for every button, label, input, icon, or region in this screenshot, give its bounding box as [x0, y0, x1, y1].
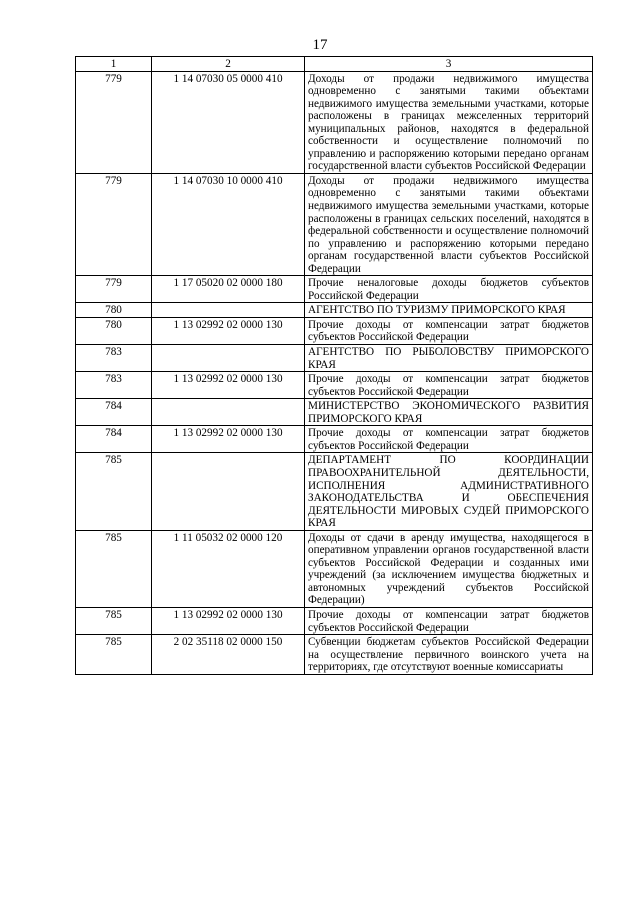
revenue-code-cell: 2 02 35118 02 0000 150 [152, 635, 305, 675]
revenue-name-cell: Прочие доходы от компенсации затрат бюджетов субъектов Российской Федерации [305, 317, 593, 344]
table-row [76, 399, 593, 426]
table-row [76, 71, 593, 173]
table-row [76, 372, 593, 399]
table-row [76, 345, 593, 372]
revenue-codes-table [75, 56, 593, 675]
revenue-code-cell: 1 11 05032 02 0000 120 [152, 530, 305, 607]
revenue-name-cell: Прочие доходы от компенсации затрат бюджетов субъектов Российской Федерации [305, 372, 593, 399]
admin-code-cell: 783 [76, 372, 152, 399]
agency-name-cell: АГЕНТСТВО ПО ТУРИЗМУ ПРИМОРСКОГО КРАЯ [305, 303, 593, 318]
table-row [76, 317, 593, 344]
agency-name-cell: МИНИСТЕРСТВО ЭКОНОМИЧЕСКОГО РАЗВИТИЯ ПРИМОРСКОГО КРАЯ [305, 399, 593, 426]
revenue-code-cell [152, 303, 305, 318]
admin-code-cell: 785 [76, 607, 152, 634]
revenue-code-cell [152, 345, 305, 372]
admin-code-cell: 779 [76, 173, 152, 275]
admin-code-cell: 780 [76, 303, 152, 318]
admin-code-cell: 779 [76, 71, 152, 173]
agency-name-cell: АГЕНТСТВО ПО РЫБОЛОВСТВУ ПРИМОРСКОГО КРАЯ [305, 345, 593, 372]
table-row [76, 303, 593, 318]
column-header-2: 2 [152, 57, 305, 72]
admin-code-cell: 785 [76, 635, 152, 675]
admin-code-cell: 783 [76, 345, 152, 372]
revenue-code-cell: 1 13 02992 02 0000 130 [152, 607, 305, 634]
revenue-code-cell: 1 17 05020 02 0000 180 [152, 276, 305, 303]
revenue-code-cell: 1 14 07030 05 0000 410 [152, 71, 305, 173]
admin-code-cell: 785 [76, 453, 152, 530]
table-row [76, 530, 593, 607]
agency-name-cell: ДЕПАРТАМЕНТ ПО КООРДИНАЦИИ ПРАВООХРАНИТЕЛЬНОЙ ДЕЯТЕЛЬНОСТИ, ИСПОЛНЕНИЯ АДМИНИСТРАТИВНОГО ЗАКОНОДАТЕЛЬСТВА И ОБЕСПЕЧЕНИЯ ДЕЯТЕЛЬНОСТИ МИРОВЫХ СУДЕЙ ПРИМОРСКОГО КРАЯ [305, 453, 593, 530]
revenue-code-cell: 1 13 02992 02 0000 130 [152, 372, 305, 399]
table-row [76, 607, 593, 634]
table-row [76, 173, 593, 275]
revenue-name-cell: Прочие доходы от компенсации затрат бюджетов субъектов Российской Федерации [305, 426, 593, 453]
revenue-name-cell: Доходы от продажи недвижимого имущества одновременно с занятыми такими объектами недвижимого имущества земельными участками, которые расположены в границах сельских поселений, находятся в федеральной собственности и осуществление полномочий по управлению и распоряжению которыми передано органам государственной власти субъектов Российской Федерации [305, 173, 593, 275]
revenue-code-cell: 1 13 02992 02 0000 130 [152, 426, 305, 453]
revenue-name-cell: Доходы от продажи недвижимого имущества одновременно с занятыми такими объектами недвижимого имущества земельными участками, которые расположены в границах межселенных территорий муниципальных районов, находятся в федеральной собственности и осуществление полномочий по управлению и распоряжению которыми передано органам государственной власти субъектов Российской Федерации [305, 71, 593, 173]
table-row [76, 453, 593, 530]
revenue-code-cell [152, 453, 305, 530]
admin-code-cell: 784 [76, 399, 152, 426]
column-header-3: 3 [305, 57, 593, 72]
revenue-code-cell [152, 399, 305, 426]
page-number: 17 [312, 37, 328, 53]
table-row [76, 426, 593, 453]
revenue-name-cell: Доходы от сдачи в аренду имущества, находящегося в оперативном управлении органов государственной власти субъектов Российской Федерации и созданных ими учреждений (за исключением имущества бюджетных и автономных учреждений субъектов Российской Федерации) [305, 530, 593, 607]
table-header-row [76, 57, 593, 72]
table-row [76, 276, 593, 303]
admin-code-cell: 785 [76, 530, 152, 607]
admin-code-cell: 784 [76, 426, 152, 453]
revenue-name-cell: Прочие неналоговые доходы бюджетов субъектов Российской Федерации [305, 276, 593, 303]
column-header-1: 1 [76, 57, 152, 72]
table-row [76, 635, 593, 675]
revenue-code-cell: 1 13 02992 02 0000 130 [152, 317, 305, 344]
admin-code-cell: 779 [76, 276, 152, 303]
revenue-code-cell: 1 14 07030 10 0000 410 [152, 173, 305, 275]
admin-code-cell: 780 [76, 317, 152, 344]
revenue-name-cell: Субвенции бюджетам субъектов Российской Федерации на осуществление первичного воинского учета на территориях, где отсутствуют военные комиссариаты [305, 635, 593, 675]
revenue-name-cell: Прочие доходы от компенсации затрат бюджетов субъектов Российской Федерации [305, 607, 593, 634]
